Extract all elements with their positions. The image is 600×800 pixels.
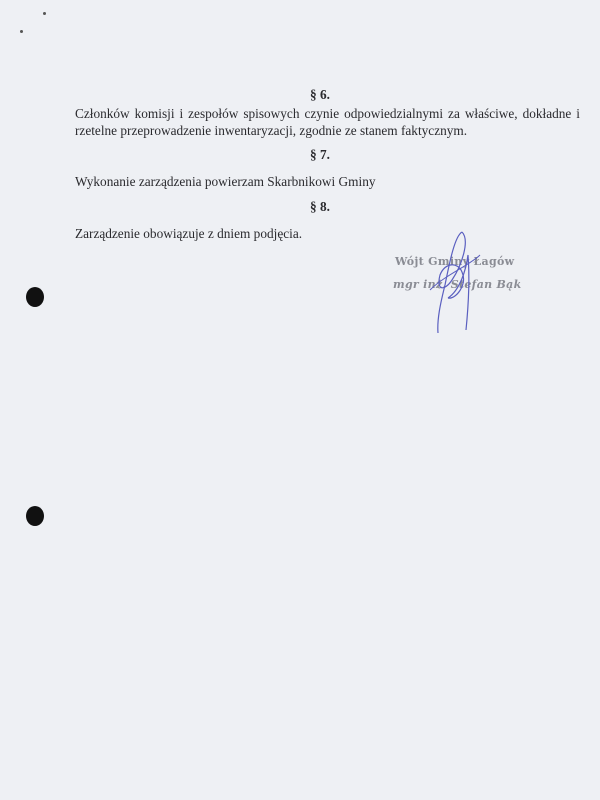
punch-hole	[26, 506, 44, 526]
section-heading-8: § 8.	[310, 199, 330, 214]
section-heading-6: § 6.	[310, 87, 330, 102]
scan-speck	[20, 30, 23, 33]
stamp-name: mgr inż. Stefan Bąk	[393, 278, 522, 291]
section-8-text: Zarządzenie obowiązuje z dniem podjęcia.	[75, 226, 303, 241]
text-line: Członków komisji i zespołów spisowych czynie odpowiedzialnymi za właściwe, dokładne i	[75, 106, 580, 121]
text-line: rzetelne przeprowadzenie inwentaryzacji, zgodnie ze stanem faktycznym.	[75, 123, 468, 138]
punch-hole	[26, 287, 44, 307]
stamp-title: Wójt Gminy Łagów	[395, 255, 515, 268]
section-heading-7: § 7.	[310, 147, 330, 162]
section-6-text	[75, 105, 580, 122]
scan-speck	[43, 12, 46, 15]
section-7-text: Wykonanie zarządzenia powierzam Skarbnikowi Gminy	[75, 174, 376, 189]
